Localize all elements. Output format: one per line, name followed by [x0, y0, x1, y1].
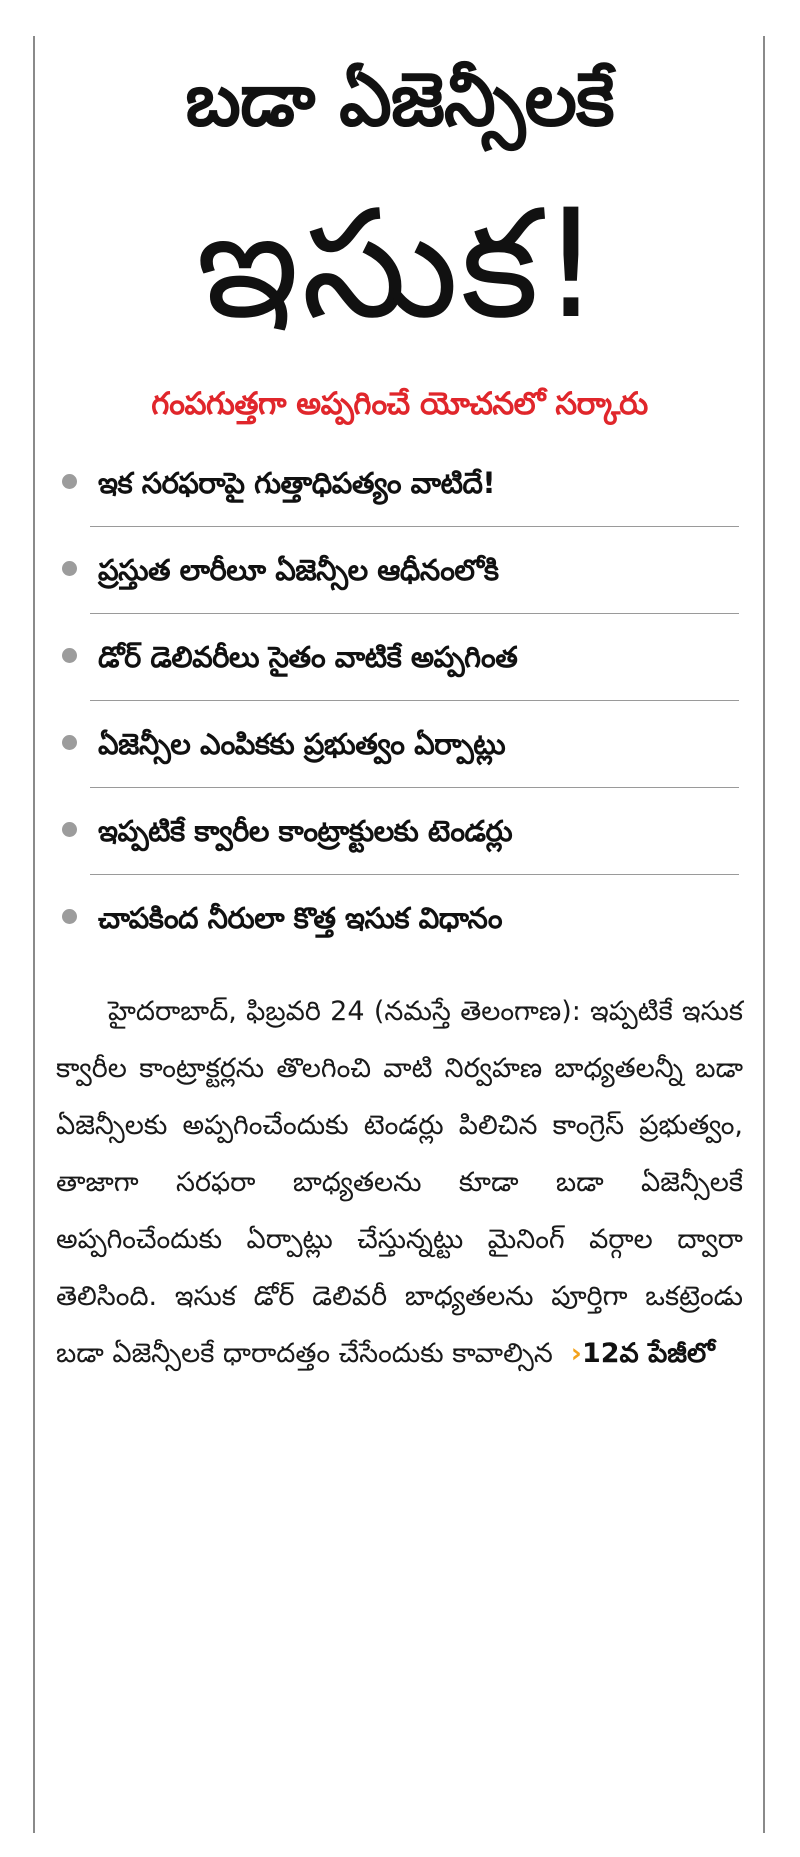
bullet-dot-icon: [62, 909, 77, 924]
bullet-item: [90, 614, 739, 701]
bullet-text: చాపకింద నీరులా కొత్త ఇసుక విధానం: [98, 901, 503, 935]
bullet-text: ఇప్పటికే క్వారీల కాంట్రాక్టులకు టెండర్లు: [98, 814, 513, 848]
bullet-text: ప్రస్తుత లారీలూ ఏజెన్సీల ఆధీనంలోకి: [98, 553, 499, 587]
left-column-rule: [33, 36, 35, 1833]
bullet-text: ఇక సరఫరాపై గుత్తాధిపత్యం వాటిదే!: [98, 466, 496, 500]
bullet-text: ఏజెన్సీల ఎంపికకు ప్రభుత్వం ఏర్పాట్లు: [98, 727, 506, 761]
headline-line-1: బడా ఏజెన్సీలకే: [185, 57, 614, 143]
bullet-dot-icon: [62, 648, 77, 663]
bullet-item: [90, 875, 739, 961]
bullet-dot-icon: [62, 822, 77, 837]
chevron-right-icon: ›: [570, 1338, 582, 1369]
article-body: [52, 983, 747, 1382]
bullet-dot-icon: [62, 474, 77, 489]
headline-line-2: ఇసుక!: [196, 178, 603, 352]
bullet-text: డోర్‌ డెలివరీలు సైతం వాటికే అప్పగింత: [98, 640, 518, 674]
bullet-item: [90, 527, 739, 614]
continued-link[interactable]: [571, 1338, 715, 1369]
right-column-rule: [763, 36, 765, 1833]
bullet-item: [90, 701, 739, 788]
bullet-dot-icon: [62, 735, 77, 750]
kicker-subheading: గంపగుత్తగా అప్పగించే యోచనలో సర్కారు: [151, 386, 648, 422]
bullet-list: [52, 440, 747, 961]
news-article: [52, 40, 747, 1409]
bullet-item: [90, 788, 739, 875]
bullet-item: [90, 440, 739, 527]
bullet-dot-icon: [62, 561, 77, 576]
article-body-text: హైదరాబాద్‌, ఫిబ్రవరి 24 (నమస్తే తెలంగాణ): ఇప్పటికే ఇసుక క్వారీల కాంట్రాక్టర్లను తొలగించి వాటి నిర్వహణ బాధ్యతలన్నీ బడా ఏజెన్సీలకు అప్పగించేందుకు టెండర్లు పిలిచిన కాంగ్రెస్‌ ప్రభుత్వం, తాజాగా సరఫరా బాధ్యతలను కూడా బడా ఏజెన్సీలకే అప్పగించేందుకు ఏర్పాట్లు చేస్తున్నట్టు మైనింగ్‌ వర్గాల ద్వారా తెలిసింది. ఇసుక డోర్‌ డెలివరీ బాధ్యతలను పూర్తిగా ఒకట్రెండు బడా ఏజెన్సీలకే ధారాదత్తం చేసేందుకు కావాల్సిన: [56, 996, 743, 1369]
continued-page-label: 12వ పేజీలో: [581, 1338, 715, 1369]
